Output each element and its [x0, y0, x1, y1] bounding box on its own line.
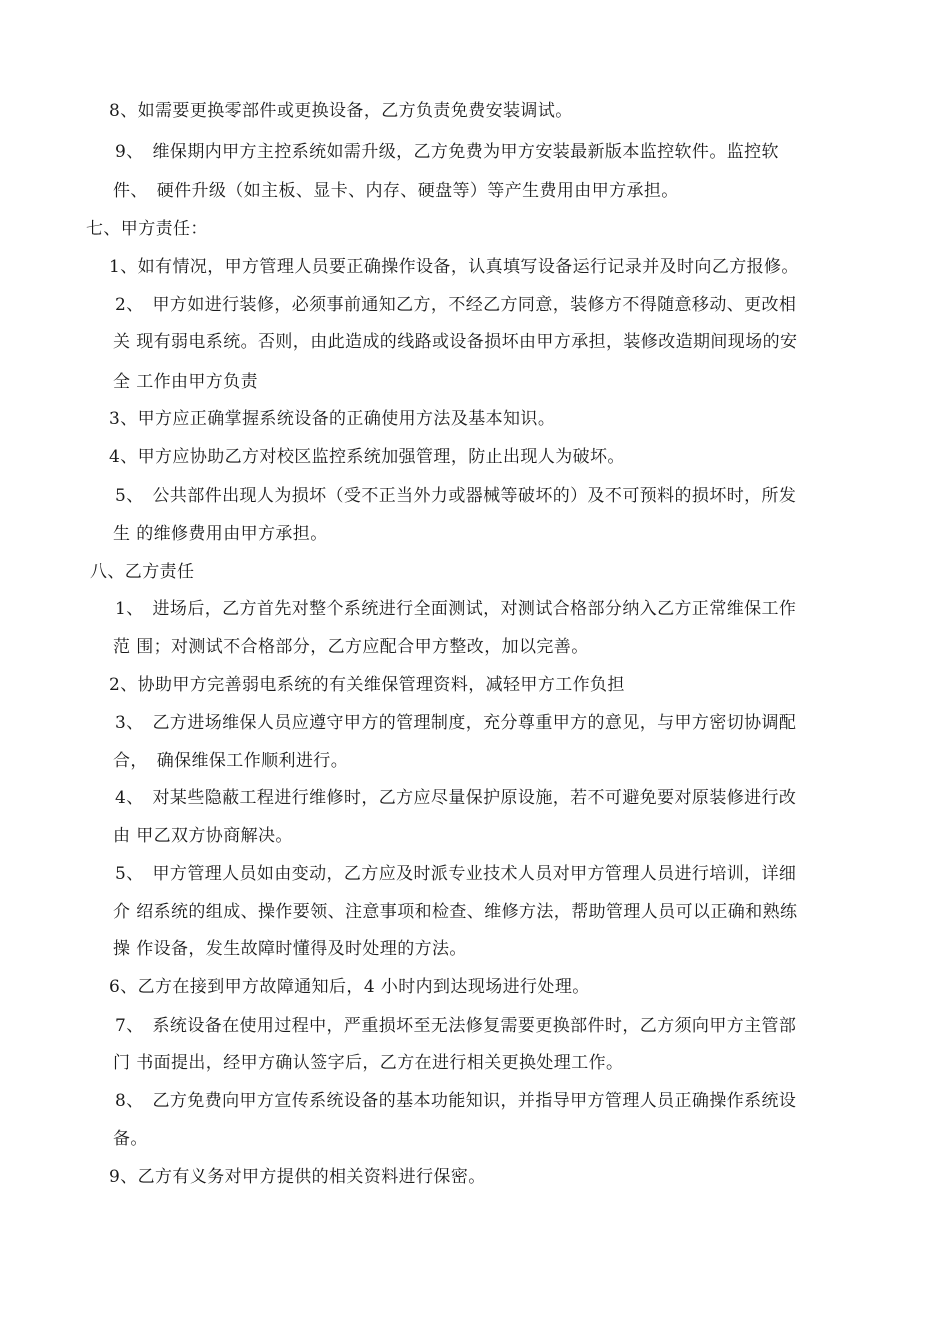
- s8-item1-line1: 1、 进场后，乙方首先对整个系统进行全面测试，对测试合格部分纳入乙方正常维保工作: [115, 599, 797, 619]
- s8-item5-line2: 介 绍系统的组成、操作要领、注意事项和检查、维修方法，帮助管理人员可以正确和熟练: [113, 902, 798, 922]
- s7-item4: 4、甲方应协助乙方对校区监控系统加强管理，防止出现人为破坏。: [109, 447, 625, 467]
- s8-item9: 9、乙方有义务对甲方提供的相关资料进行保密。: [109, 1167, 486, 1187]
- s7-item5-line2: 生 的维修费用由甲方承担。: [113, 524, 328, 544]
- s7-item1: 1、如有情况，甲方管理人员要正确操作设备，认真填写设备运行记录并及时向乙方报修。: [109, 257, 799, 277]
- s8-item3-line2: 合， 确保维保工作顺利进行。: [113, 751, 349, 771]
- s8-item5-line1: 5、 甲方管理人员如由变动，乙方应及时派专业技术人员对甲方管理人员进行培训，详细: [115, 864, 797, 884]
- section7-title: 七、甲方责任：: [86, 219, 208, 239]
- s8-item7-line2: 门 书面提出，经甲方确认签字后，乙方在进行相关更换处理工作。: [113, 1053, 624, 1073]
- s8-item6: 6、乙方在接到甲方故障通知后，4 小时内到达现场进行处理。: [109, 977, 590, 997]
- s8-item4-line2: 由 甲乙双方协商解决。: [113, 826, 293, 846]
- s8-item8-line1: 8、 乙方免费向甲方宣传系统设备的基本功能知识，并指导甲方管理人员正确操作系统设: [115, 1091, 797, 1111]
- s8-item4-line1: 4、 对某些隐蔽工程进行维修时，乙方应尽量保护原设施，若不可避免要对原装修进行改: [115, 788, 797, 808]
- s8-item3-line1: 3、 乙方进场维保人员应遵守甲方的管理制度，充分尊重甲方的意见，与甲方密切协调配: [115, 713, 797, 733]
- s6-item8: 8、如需要更换零部件或更换设备，乙方负责免费安装调试。: [109, 101, 573, 121]
- s8-item2: 2、协助甲方完善弱电系统的有关维保管理资料，减轻甲方工作负担: [109, 675, 625, 695]
- s7-item2-line1: 2、 甲方如进行装修，必须事前通知乙方，不经乙方同意，装修方不得随意移动、更改相: [115, 295, 797, 315]
- s8-item8-line2: 备。: [113, 1129, 148, 1149]
- section8-title: 八、乙方责任: [90, 562, 195, 582]
- s8-item1-line2: 范 围；对测试不合格部分，乙方应配合甲方整改，加以完善。: [113, 637, 589, 657]
- s7-item2-line3: 全 工作由甲方负责: [113, 372, 259, 392]
- s7-item2-line2: 关 现有弱电系统。否则，由此造成的线路或设备损坏由甲方承担，装修改造期间现场的安: [113, 332, 798, 352]
- s7-item3: 3、甲方应正确掌握系统设备的正确使用方法及基本知识。: [109, 409, 556, 429]
- s7-item5-line1: 5、 公共部件出现人为损坏（受不正当外力或器械等破坏的）及不可预料的损坏时，所发: [115, 486, 797, 506]
- s6-item9-line2: 件、 硬件升级（如主板、显卡、内存、硬盘等）等产生费用由甲方承担。: [113, 181, 679, 201]
- s6-item9-line1: 9、 维保期内甲方主控系统如需升级，乙方免费为甲方安装最新版本监控软件。监控软: [115, 142, 779, 162]
- s8-item7-line1: 7、 系统设备在使用过程中，严重损坏至无法修复需要更换部件时，乙方须向甲方主管部: [115, 1016, 797, 1036]
- s8-item5-line3: 操 作设备，发生故障时懂得及时处理的方法。: [113, 939, 467, 959]
